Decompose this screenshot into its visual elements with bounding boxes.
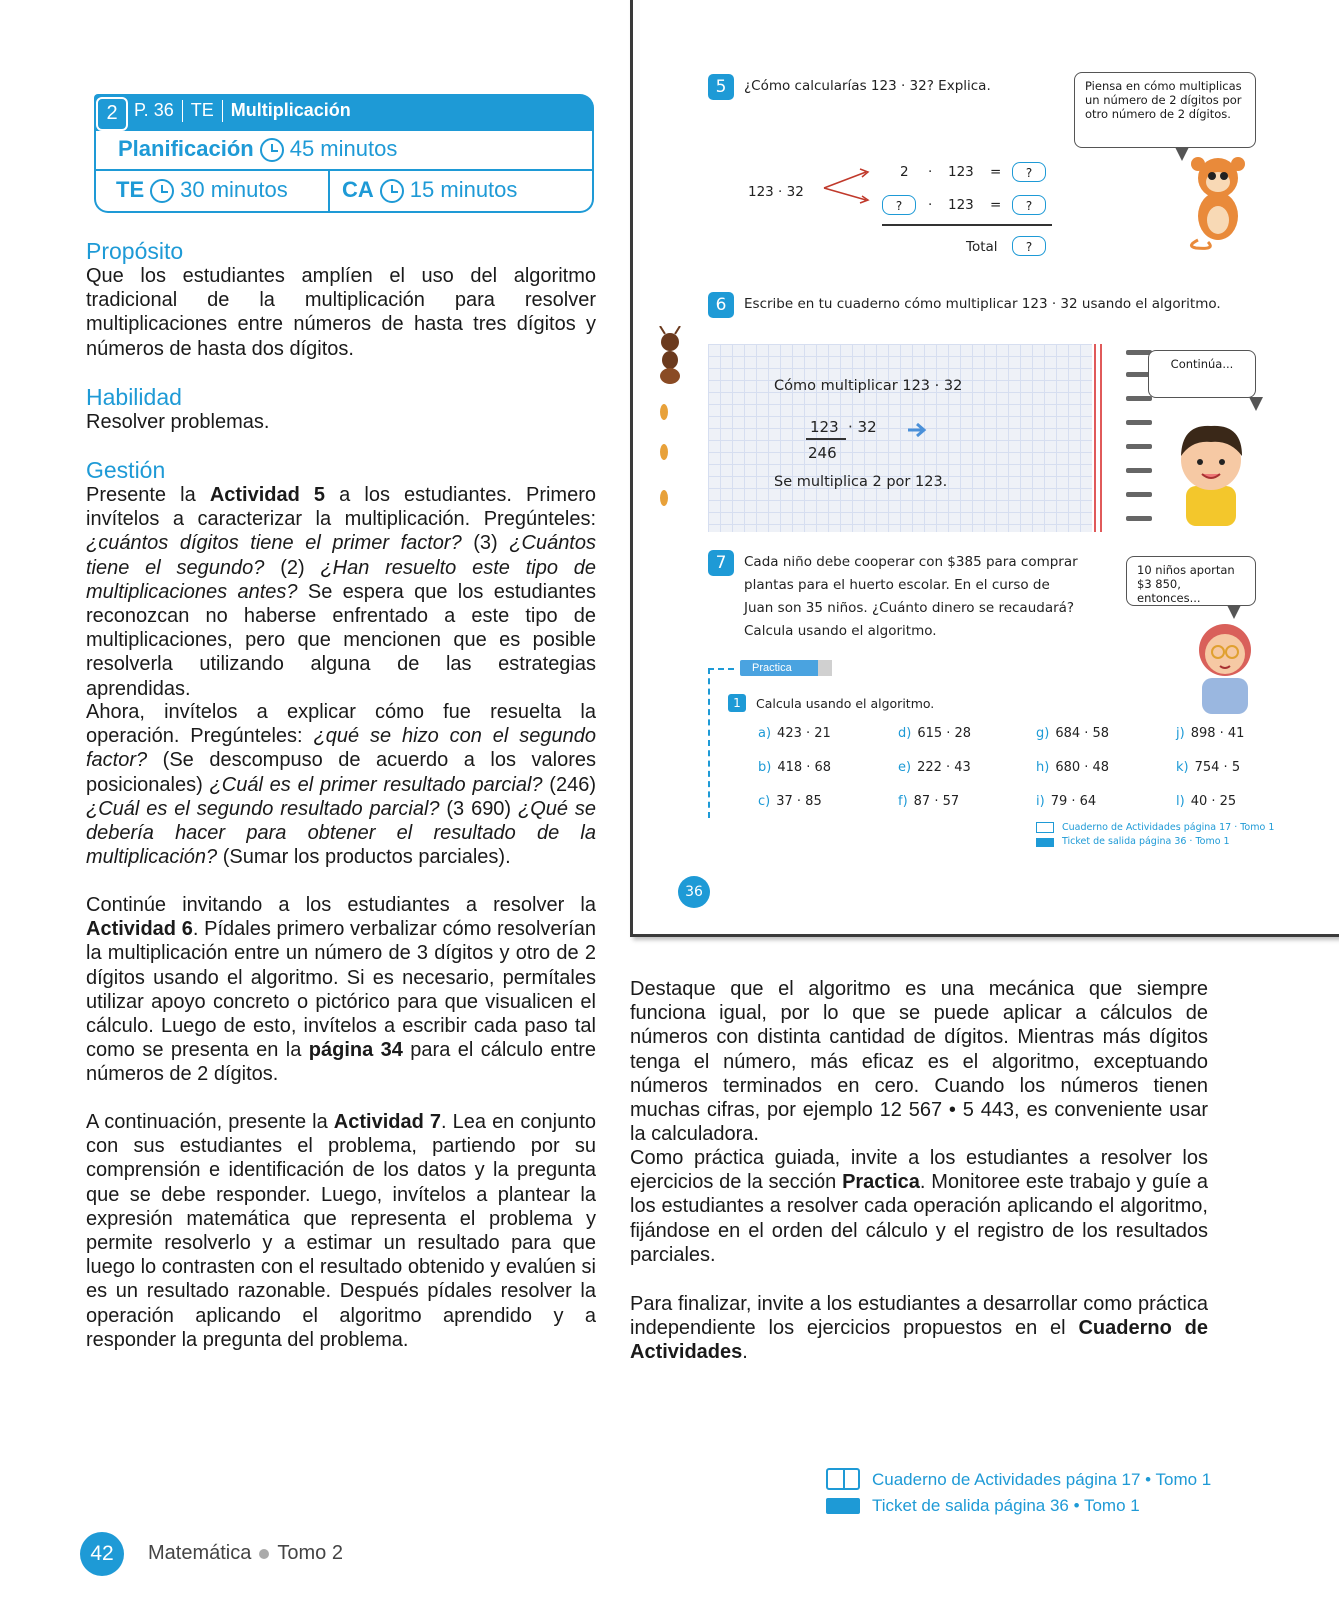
page-number: 42: [80, 1532, 124, 1576]
row2-op: ·: [928, 197, 933, 213]
small-book-icon: [1036, 822, 1054, 833]
separator-dot: [259, 1549, 269, 1559]
exercise-letter: a): [758, 726, 772, 741]
small-ref-1: Cuaderno de Actividades página 17 · Tomo 1: [1062, 822, 1275, 833]
exercise-letter: i): [1036, 794, 1045, 809]
text-run: (Se descompuso de acuerdo a los valores posicionales): [86, 749, 596, 796]
exercise-i: [1036, 794, 1096, 809]
right-p3: [630, 1292, 1208, 1365]
notebook-line: [806, 438, 846, 440]
exercise-f: [898, 794, 959, 809]
exercise-value: 615 · 28: [917, 726, 972, 741]
leaves-decoration: [656, 402, 672, 512]
hint-bubble-7: 10 niños aportan $3 850, entonces...: [1126, 556, 1256, 606]
lesson-number: 2: [96, 97, 128, 131]
right-p1: Destaque que el algoritmo es una mecánica que siempre funciona igual, por lo que se puede aplicar a cálculos de números con distinta cantidad de dígitos. Mientras más dígitos tenga el número, más eficaz es el algoritmo, exceptuando números terminados en cero. Cuando los números tienen muchas cifras, por ejemplo 12 567 • 5 443, es conveniente usar la calculadora.: [630, 978, 1208, 1146]
right-p2: [630, 1146, 1208, 1267]
boy-illustration: [1172, 420, 1250, 526]
volume-label: Tomo 2: [277, 1542, 343, 1564]
italic-run: ¿qué se hizo con el segundo factor?: [86, 725, 597, 772]
planning-box: [94, 131, 594, 213]
text-run: Presente la: [86, 484, 210, 506]
exercise-value: 423 · 21: [777, 726, 831, 741]
monkey-illustration: [1186, 150, 1260, 250]
activity-7-line-3: Juan son 35 niños. ¿Cuánto dinero se recaudará?: [744, 600, 1075, 616]
activity-7-line-2: plantas para el huerto escolar. En el curso de: [744, 577, 1050, 593]
time-row: [96, 171, 592, 211]
page-footer-text: [148, 1542, 343, 1565]
exercise-value: 684 · 58: [1055, 726, 1110, 741]
footer-ref-1: Cuaderno de Actividades página 17 • Tomo 1: [872, 1470, 1212, 1489]
right-paragraph-3: [630, 1292, 1208, 1365]
text-run: Continúe invitando a los estudiantes a resolver la: [86, 894, 596, 916]
practica-dashed-line-top: [708, 668, 734, 670]
row1-equals: =: [990, 164, 1002, 180]
planning-label: Planificación: [118, 136, 254, 161]
te-time-wrap: [116, 177, 288, 203]
ca-time-wrap: [342, 177, 517, 203]
text-run: . Monitoree este trabajo y guíe a los estudiantes a resolver cada operación aplicando el algoritmo, fijándose en el orden del cálculo y el registro de los resultados parciales.: [630, 1171, 1208, 1266]
bold-run: Actividad 7: [333, 1111, 441, 1133]
spiral-ring: [1126, 468, 1152, 473]
text-run: para el cálculo entre números de 2 dígitos.: [86, 1039, 596, 1086]
student-page-number: 36: [678, 876, 710, 908]
lesson-header-text: [134, 100, 351, 122]
italic-run: ¿Han resuelto este tipo de multiplicaciones antes?: [86, 556, 596, 603]
clock-icon: [150, 179, 174, 203]
bold-run: página 34: [308, 1039, 403, 1062]
notebook-grid: [708, 344, 1092, 532]
bold-run: Actividad 6: [86, 918, 193, 941]
answer-box: ?: [882, 195, 916, 215]
cell-divider: [328, 171, 330, 211]
exercise-letter: b): [758, 760, 772, 775]
row2-number: 123: [948, 197, 974, 213]
exercise-d: [898, 726, 971, 741]
exercise-e: [898, 760, 971, 775]
activity-7-line-4: Calcula usando el algoritmo.: [744, 623, 937, 639]
clock-icon: [380, 179, 404, 203]
small-ref-2: Ticket de salida página 36 · Tomo 1: [1062, 836, 1230, 847]
notebook-factor-mul: · 32: [848, 418, 877, 436]
ticket-icon: [826, 1498, 860, 1514]
italic-run: ¿cuántos dígitos tiene el primer factor?: [86, 532, 462, 555]
text-run: Para finalizar, invite a los estudiantes a desarrollar como práctica independiente los ejercicios propuestos en el: [630, 1293, 1208, 1340]
subject-label: Matemática: [148, 1542, 252, 1564]
notebook-step: Se multiplica 2 por 123.: [774, 474, 948, 490]
text-run: (Sumar los productos parciales).: [217, 846, 511, 869]
gestion-title: Gestión: [86, 457, 166, 483]
sum-line: [882, 224, 1052, 226]
text-run: .: [742, 1341, 748, 1364]
exercise-value: 754 · 5: [1194, 760, 1241, 775]
habilidad-paragraph: Resolver problemas.: [86, 411, 270, 433]
exercise-value: 418 · 68: [777, 760, 832, 775]
habilidad-title: Habilidad: [86, 384, 182, 410]
bold-run: Practica: [842, 1171, 920, 1194]
spiral-ring: [1126, 396, 1152, 401]
exercise-value: 37 · 85: [776, 794, 822, 809]
hint-bubble-5: Piensa en cómo multiplicas un número de 2 dígitos por otro número de 2 dígitos.: [1074, 72, 1256, 148]
exercise-value: 87 · 57: [913, 794, 960, 809]
exercise-value: 40 · 25: [1190, 794, 1237, 809]
gestion-paragraph-1: [86, 483, 596, 701]
topic-title: Multiplicación: [230, 100, 351, 120]
text-run: (3): [461, 532, 510, 555]
text-run: (246): [542, 773, 596, 796]
proposito-paragraph: Que los estudiantes amplíen el uso del algoritmo tradicional de la multiplicación para resolver multiplicaciones entre números de hasta tres dígitos y números de hasta dos dígitos.: [86, 265, 596, 360]
gestion-p3: [86, 893, 596, 1087]
row1-op: ·: [928, 164, 933, 180]
exercise-letter: l): [1176, 794, 1185, 809]
gestion-paragraph-2: [86, 700, 596, 869]
exercise-value: 222 · 43: [917, 760, 971, 775]
notebook-factor-top: 123: [810, 418, 839, 436]
text-run: A continuación, presente la: [86, 1111, 334, 1133]
notebook-result: 246: [808, 444, 837, 462]
row1-number: 123: [948, 164, 974, 180]
bold-run: Actividad 5: [209, 484, 326, 506]
gestion-p4: [86, 1110, 596, 1352]
pencil-eraser: [818, 660, 832, 676]
activity-6-badge: 6: [708, 292, 734, 318]
te-time-label: TE: [116, 177, 145, 202]
habilidad-text: [86, 410, 596, 434]
activity-5-badge: 5: [708, 74, 734, 100]
italic-run: ¿Cuántos tiene el segundo?: [86, 532, 596, 579]
exercise-letter: d): [898, 726, 912, 741]
exercise-letter: k): [1176, 760, 1189, 775]
spiral-ring: [1126, 444, 1152, 449]
exercise-letter: c): [758, 794, 771, 809]
te-time: 30 minutos: [180, 177, 288, 202]
right-paragraph-2: [630, 1146, 1208, 1267]
clock-icon: [260, 138, 284, 162]
answer-box: ?: [1012, 162, 1046, 182]
gestion-p1: [86, 483, 596, 701]
exercise-letter: f): [898, 794, 908, 809]
notebook-margin-line: [1100, 344, 1102, 532]
bold-run: Cuaderno de Actividades: [630, 1317, 1208, 1364]
text-run: Como práctica guiada, invite a los estudiantes a resolver los ejercicios de la sección: [630, 1147, 1208, 1194]
exercise-letter: j): [1176, 726, 1185, 741]
activity-7-line-1: Cada niño debe cooperar con $385 para comprar: [744, 554, 1078, 570]
exercise-l: [1176, 794, 1236, 809]
exercise-letter: e): [898, 760, 912, 775]
italic-run: ¿Cuál es el primer resultado parcial?: [209, 773, 543, 796]
exercise-h: [1036, 760, 1109, 775]
exercise-b: [758, 760, 831, 775]
exercise-a: [758, 726, 831, 741]
girl-illustration: [1194, 610, 1256, 714]
text-run: a los estudiantes. Primero invítelos a caracterizar la multiplicación. Pregúnteles:: [86, 484, 597, 531]
gestion-p2: [86, 700, 596, 869]
activity-7-badge: 7: [708, 550, 734, 576]
exercise-letter: h): [1036, 760, 1050, 775]
text-run: Se espera que los estudiantes reconozcan no haberse enfrentado a este tipo de multiplicaciones, pero que mencionen que es posible resolverla utilizando alguna de las estrategias aprendidas.: [86, 580, 596, 700]
exercise-value: 79 · 64: [1050, 794, 1097, 809]
continue-bubble: Continúa...: [1148, 350, 1256, 398]
text-run: . Pídales primero verbalizar cómo resolverían la multiplicación entre un número de 3 dígitos y otro de 2 dígitos usando el algoritmo. Si es necesario, permítales utilizar apoyo concreto o pictórico para que visualicen el cálculo. Luego de esto, invítelos a escribir cada paso tal como se presenta en la: [86, 918, 596, 1062]
exercise-g: [1036, 726, 1109, 741]
te-label: TE: [190, 100, 214, 120]
exercise-c: [758, 794, 822, 809]
lesson-header-tab: [94, 94, 594, 131]
exercise-k: [1176, 760, 1240, 775]
text-run: (3 690): [439, 797, 518, 820]
footer-ref-2: Ticket de salida página 36 • Tomo 1: [872, 1496, 1140, 1515]
practica-dashed-line: [708, 668, 712, 818]
page-ref: P. 36: [134, 100, 174, 120]
planning-row: [96, 131, 592, 171]
notebook-title: Cómo multiplicar 123 · 32: [774, 378, 963, 394]
book-icon: [826, 1468, 860, 1490]
ca-time: 15 minutos: [409, 177, 518, 202]
exercise-letter: g): [1036, 726, 1050, 741]
planning-time: 45 minutos: [289, 136, 398, 161]
spiral-ring: [1126, 492, 1152, 497]
arrow-right-icon: [908, 422, 930, 438]
ant-illustration: [650, 326, 690, 386]
spiral-ring: [1126, 420, 1152, 425]
proposito-text: [86, 264, 596, 361]
row2-equals: =: [990, 197, 1002, 213]
practica-pencil-label: Practica: [740, 660, 818, 676]
gestion-paragraph-3: [86, 893, 596, 1087]
gestion-paragraph-4: [86, 1110, 596, 1352]
small-ticket-icon: [1036, 838, 1054, 847]
answer-box: ?: [1012, 195, 1046, 215]
total-label: Total: [966, 239, 998, 255]
exercise-j: [1176, 726, 1244, 741]
activity-5-question: ¿Cómo calcularías 123 · 32? Explica.: [744, 78, 991, 94]
practica-1-badge: 1: [728, 694, 746, 712]
activity-6-text: Escribe en tu cuaderno cómo multiplicar 123 · 32 usando el algoritmo.: [744, 296, 1221, 312]
answer-box: ?: [1012, 236, 1046, 256]
proposito-title: Propósito: [86, 238, 184, 264]
activity-5-expression: 123 · 32: [748, 184, 804, 200]
text-run: Ahora, invítelos a explicar cómo fue resuelta la operación. Pregúnteles:: [86, 701, 596, 748]
text-run: (2): [264, 556, 321, 579]
text-run: . Lea en conjunto con sus estudiantes el problema, partiendo por su comprensión e identificación de los datos y la pregunta que se debe responder. Luego, invítelos a plantear la expresión matemática que representa el problema y permite resolverlo y a estimar un resultado para que luego lo contrasten con el resultado obtenido y evalúen si es un resultado razonable. Después pídales resolver la operación aplicando el algoritmo aprendido y a responder la pregunta del problema.: [86, 1111, 596, 1351]
italic-run: ¿Qué se debería hacer para obtener el resultado de la multiplicación?: [86, 797, 597, 869]
row1-factor: 2: [900, 164, 909, 180]
planning-label-wrap: [118, 136, 397, 162]
right-paragraph-1: [630, 977, 1208, 1146]
split-arrows: [822, 166, 872, 206]
practica-1-text: Calcula usando el algoritmo.: [756, 696, 935, 711]
spiral-ring: [1126, 516, 1152, 521]
exercise-value: 680 · 48: [1055, 760, 1110, 775]
italic-run: ¿Cuál es el segundo resultado parcial?: [86, 797, 440, 820]
exercise-value: 898 · 41: [1190, 726, 1245, 741]
ca-time-label: CA: [342, 177, 374, 202]
notebook-margin-line: [1094, 344, 1096, 532]
